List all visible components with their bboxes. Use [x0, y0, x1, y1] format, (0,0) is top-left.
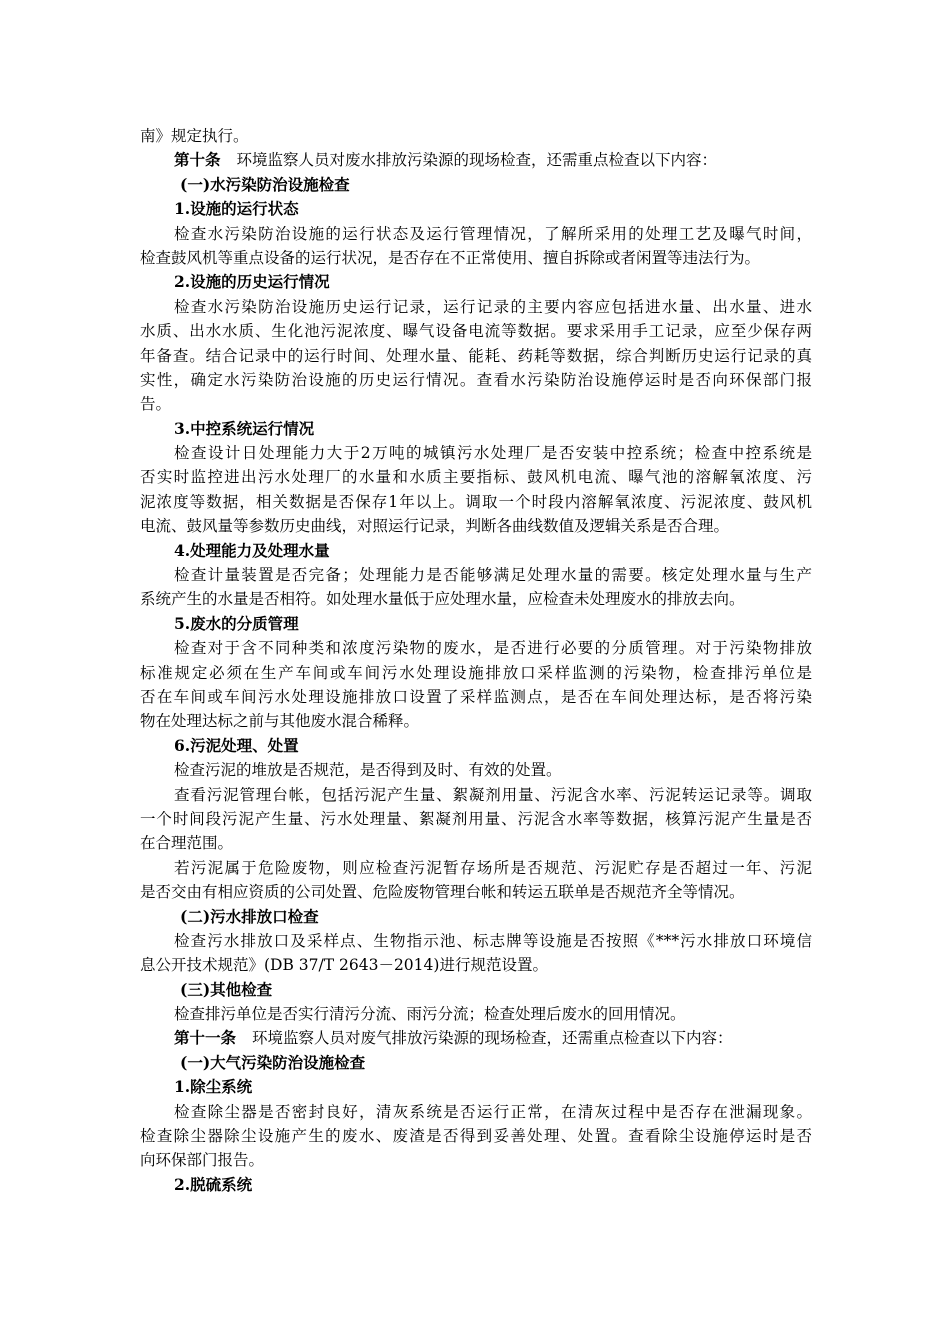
- paragraph-line: 查看污泥管理台帐，包括污泥产生量、絮凝剂用量、污泥含水率、污泥转运记录等。调取: [174, 785, 812, 804]
- paragraph-line: 实性，确定水污染防治设施的历史运行情况。查看水污染防治设施停运时是否向环保部门报: [140, 370, 812, 389]
- paragraph-line: 系统产生的水量是否相符。如处理水量低于应处理水量，应检查未处理废水的排放去向。: [140, 590, 745, 609]
- paragraph-line: 检查对于含不同种类和浓度污染物的废水，是否进行必要的分质管理。对于污染物排放: [174, 639, 812, 658]
- section-heading: (一)大气污染防治设施检查: [180, 1052, 366, 1072]
- section-heading: (三)其他检查: [180, 979, 273, 999]
- paragraph-line: 检查设计日处理能力大于2万吨的城镇污水处理厂是否安装中控系统；检查中控系统是: [174, 444, 812, 463]
- subsection-heading: 3.中控系统运行情况: [174, 418, 315, 438]
- section-heading: (一)水污染防治设施检查: [180, 174, 350, 194]
- paragraph-line: 检查污泥的堆放是否规范，是否得到及时、有效的处置。: [174, 761, 562, 780]
- paragraph-line: 标准规定必须在生产车间或车间污水处理设施排放口采样监测的污染物，检查排污单位是: [140, 663, 812, 682]
- subsection-heading: 4.处理能力及处理水量: [174, 540, 330, 560]
- paragraph-line: 检查计量装置是否完备；处理能力是否能够满足处理水量的需要。核定处理水量与生产: [174, 566, 812, 585]
- subsection-heading: 1.设施的运行状态: [174, 199, 299, 219]
- paragraph-line: 检查污水排放口及采样点、生物指示池、标志牌等设施是否按照《***污水排放口环境信: [174, 931, 812, 950]
- document-page: [140, 124, 812, 1197]
- paragraph-line: 检查除尘器除尘设施产生的废水、废渣是否得到妥善处理、处置。查看除尘设施停运时是否: [140, 1127, 812, 1146]
- subsection-heading: 6.污泥处理、处置: [174, 735, 299, 755]
- section-heading: (二)污水排放口检查: [180, 906, 319, 926]
- paragraph-line: 告。: [140, 395, 172, 414]
- paragraph-line: 否在车间或车间污水处理设施排放口设置了采样监测点，是否在车间处理达标，是否将污染: [140, 687, 812, 706]
- paragraph-line: 电流、鼓风量等参数历史曲线，对照运行记录，判断各曲线数值及逻辑关系是否合理。: [140, 517, 730, 536]
- paragraph-line: 向环保部门报告。: [140, 1151, 265, 1170]
- paragraph-line: 检查鼓风机等重点设备的运行状况，是否存在不正常使用、擅自拆除或者闲置等违法行为。: [140, 248, 761, 267]
- subsection-heading: 5.废水的分质管理: [174, 613, 299, 633]
- paragraph-line: 检查水污染防治设施的运行状态及运行管理情况，了解所采用的处理工艺及曝气时间，: [174, 224, 812, 243]
- article-text: 环境监察人员对废水排放污染源的现场检查，还需重点检查以下内容：: [236, 151, 718, 170]
- subsection-heading: 2.脱硫系统: [174, 1174, 253, 1194]
- paragraph-line: 在合理范围。: [140, 834, 234, 853]
- paragraph-line: 若污泥属于危险废物，则应检查污泥暂存场所是否规范、污泥贮存是否超过一年、污泥: [174, 858, 812, 877]
- paragraph-line: 检查水污染防治设施历史运行记录，运行记录的主要内容应包括进水量、出水量、进水: [174, 297, 812, 316]
- paragraph-line: 泥浓度等数据，相关数据是否保存1年以上。调取一个时段内溶解氧浓度、污泥浓度、鼓风机: [140, 492, 812, 511]
- paragraph-line: 年备查。结合记录中的运行时间、处理水量、能耗、药耗等数据，综合判断历史运行记录的真: [140, 346, 812, 365]
- paragraph-line: 息公开技术规范》(DB 37/T 2643－2014)进行规范设置。: [140, 956, 548, 975]
- paragraph-line: 检查排污单位是否实行清污分流、雨污分流；检查处理后废水的回用情况。: [174, 1005, 686, 1024]
- paragraph-line: 水质、出水水质、生化池污泥浓度、曝气设备电流等数据。要求采用手工记录，应至少保存两: [140, 322, 812, 341]
- article-label: 第十一条: [174, 1028, 237, 1048]
- subsection-heading: 2.设施的历史运行情况: [174, 272, 330, 292]
- paragraph-line: 是否交由有相应资质的公司处置、危险废物管理台帐和转运五联单是否规范齐全等情况。: [140, 883, 745, 902]
- article-label: 第十条: [174, 150, 221, 170]
- paragraph-line: 一个时间段污泥产生量、污水处理量、絮凝剂用量、污泥含水率等数据，核算污泥产生量是否: [140, 809, 812, 828]
- paragraph-line: 检查除尘器是否密封良好，清灰系统是否运行正常，在清灰过程中是否存在泄漏现象。: [174, 1102, 812, 1121]
- text-line: 南》规定执行。: [140, 127, 249, 145]
- subsection-heading: 1.除尘系统: [174, 1077, 253, 1097]
- paragraph-line: 物在处理达标之前与其他废水混合稀释。: [140, 712, 420, 731]
- paragraph-line: 否实时监控进出污水处理厂的水量和水质主要指标、鼓风机电流、曝气池的溶解氧浓度、污: [140, 468, 812, 487]
- article-11-line: [140, 1026, 812, 1050]
- article-text: 环境监察人员对废气排放污染源的现场检查，还需重点检查以下内容：: [252, 1029, 733, 1048]
- article-10-line: [140, 148, 812, 172]
